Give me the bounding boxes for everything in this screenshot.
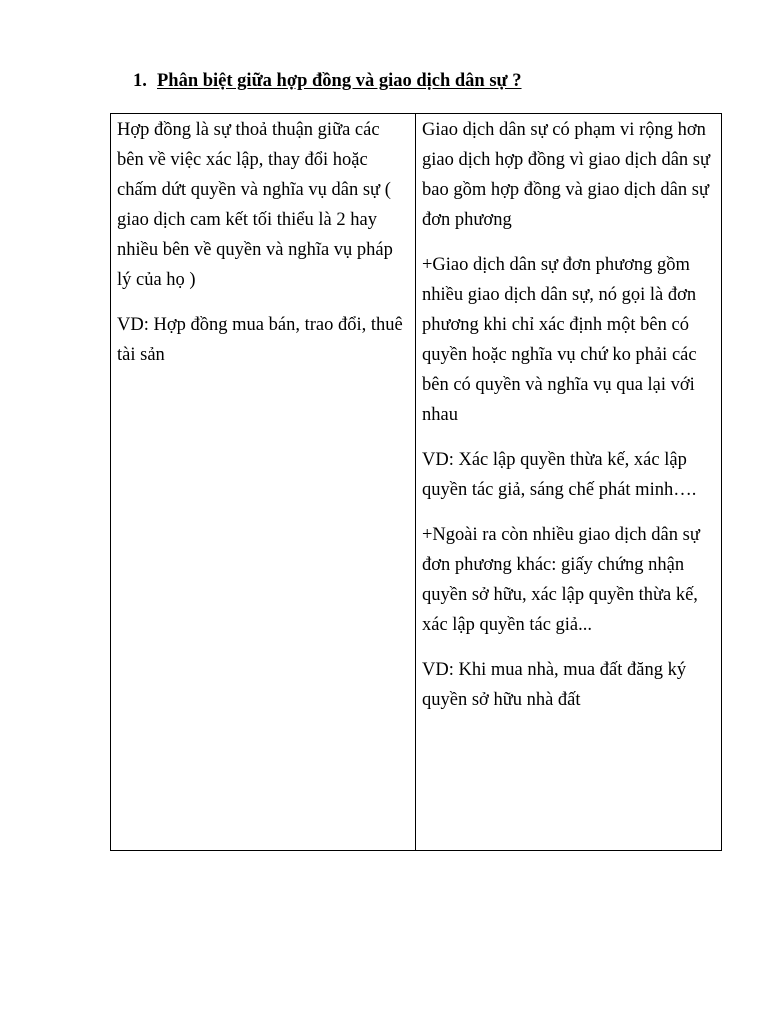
table-row: [111, 114, 722, 851]
question-title: Phân biệt giữa hợp đồng và giao dịch dân sự ?: [157, 71, 522, 91]
other-unilateral-example: VD: Khi mua nhà, mua đất đăng ký quyền sở hữu nhà đất: [422, 660, 687, 710]
civil-transaction-scope: Giao dịch dân sự có phạm vi rộng hơn giao dịch hợp đồng vì giao dịch dân sự bao gồm hợp đồng và giao dịch dân sự đơn phương: [422, 120, 711, 230]
other-unilateral-transactions: +Ngoài ra còn nhiều giao dịch dân sự đơn phương khác: giấy chứng nhận quyền sở hữu, xác lập quyền thừa kế, xác lập quyền tác giả...: [422, 525, 700, 635]
contract-column: [111, 114, 416, 851]
contract-definition: Hợp đồng là sự thoả thuận giữa các bên về việc xác lập, thay đổi hoặc chấm dứt quyền và nghĩa vụ dân sự ( giao dịch cam kết tối thiểu là 2 hay nhiều bên về quyền và nghĩa vụ pháp lý của họ ): [117, 120, 393, 290]
unilateral-transaction-definition: +Giao dịch dân sự đơn phương gồm nhiều giao dịch dân sự, nó gọi là đơn phương khi chỉ xác định một bên có quyền hoặc nghĩa vụ chứ ko phải các bên có quyền và nghĩa vụ qua lại với nhau: [422, 255, 697, 425]
civil-transaction-column: [416, 114, 722, 851]
contract-example: VD: Hợp đồng mua bán, trao đổi, thuê tài sản: [117, 315, 403, 365]
question-heading: [133, 68, 522, 94]
unilateral-transaction-example: VD: Xác lập quyền thừa kế, xác lập quyền tác giả, sáng chế phát minh….: [422, 450, 697, 500]
question-number: 1.: [133, 71, 147, 91]
comparison-table: [110, 113, 722, 851]
